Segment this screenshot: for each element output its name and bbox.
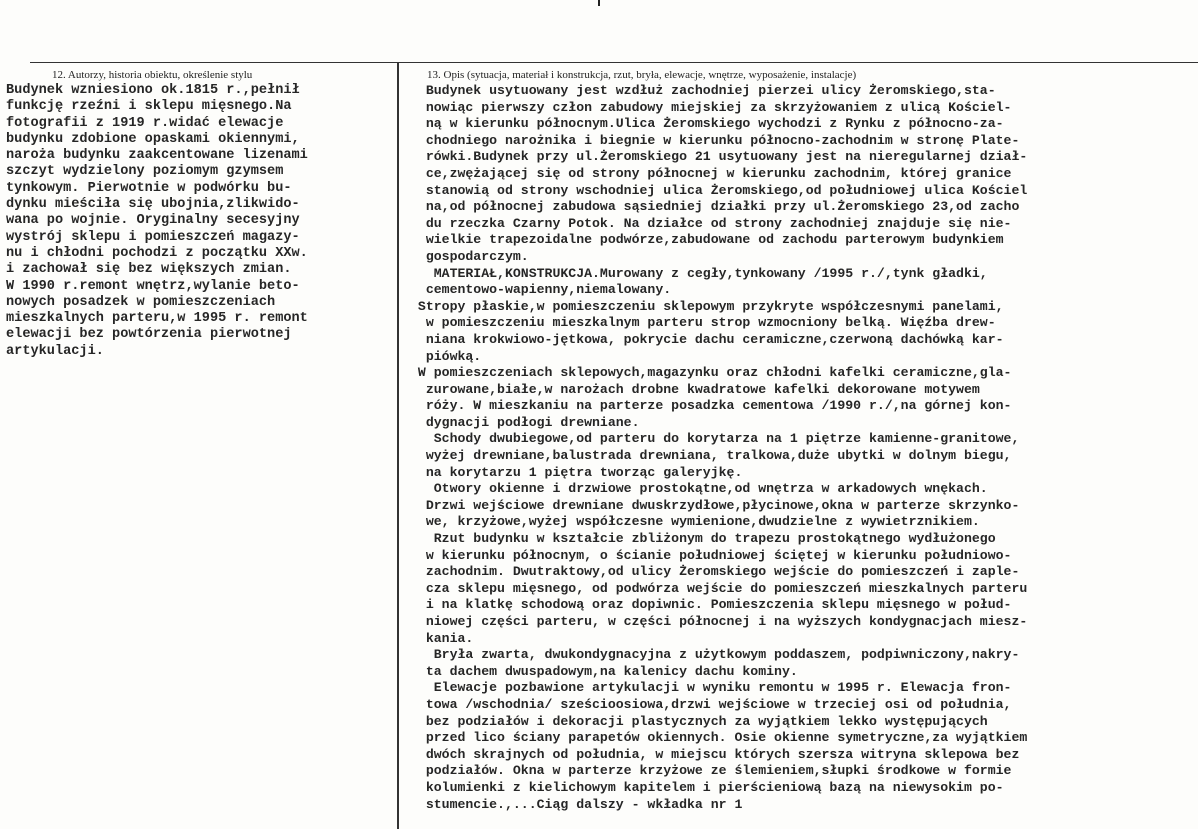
text-line: na korytarzu 1 piętra tworząc galeryjkę. (410, 464, 743, 480)
text-line: zurowane,białe,w narożach drobne kwadratowe kafelki dekorowane motywem (410, 381, 980, 397)
text-line: kania. (410, 630, 474, 646)
text-line: zachodnim. Dwutraktowy,od ulicy Żeromskiego wejście do pomieszczeń i zaple- (410, 564, 1020, 580)
text-line: Stropy płaskie,w pomieszczeniu sklepowym przykryte współczesnymi panelami, (410, 298, 1004, 314)
text-line: Drzwi wejściowe drewniane dwuskrzydłowe,płycinowe,okna w parterze skrzynko- (410, 497, 1020, 513)
text-line: Budynek wzniesiono ok.1815 r.,pełnił (6, 83, 300, 98)
text-line: cza sklepu mięsnego, od podwórza wejście do pomieszczeń mieszkalnych parteru (410, 580, 1028, 596)
text-line: szczyt wydzielony poziomym gzymsem (6, 164, 284, 180)
text-line: w pomieszczeniu mieszkalnym parteru strop wzmocniony belką. Więźba drew- (410, 315, 996, 331)
text-line: we, krzyżowe,wyżej współczesne wymienione,dwudzielne z wywietrznikiem. (410, 514, 980, 530)
text-line: i na klatkę schodową oraz dopiwnic. Pomieszczenia sklepu mięsnego w połud- (410, 597, 1012, 613)
text-line: Budynek usytuowany jest wzdłuż zachodniej pierzei ulicy Żeromskiego,sta- (410, 83, 996, 98)
text-line: tynkowym. Pierwotnie w podwórku bu- (6, 180, 292, 196)
text-line: w kierunku północnym, o ścianie południowej ściętej w kierunku południowo- (410, 547, 1012, 563)
text-line: dynku mieściła się ubojnia,zlikwido- (6, 197, 300, 213)
text-line: kolumienki z kielichowym kapitelem i pierścieniową bazą na niewysokim po- (410, 779, 1004, 795)
text-line: wystrój sklepu i pomieszczeń magazy- (6, 229, 300, 245)
text-line: przed lico ściany parapetów okiennych. Osie okienne symetryczne,za wyjątkiem (410, 730, 1028, 746)
text-line: stumencie.,...Ciąg dalszy - wkładka nr 1 (410, 796, 743, 812)
text-line: ną w kierunku północnym.Ulica Żeromskiego wychodzi z Rynku z północno-za- (410, 116, 1004, 132)
text-line: MATERIAŁ,KONSTRUKCJA.Murowany z cegły,tynkowany /1995 r./,tynk gładki, (410, 265, 988, 281)
text-line: stanowią od strony wschodniej ulica Żeromskiego,od południowej ulica Kościel (410, 182, 1028, 198)
text-line: elewacji bez powtórzenia pierwotnej (6, 327, 292, 343)
text-line: i zachował się bez większych zmian. (6, 262, 292, 278)
text-line: W 1990 r.remont wnętrz,wylanie beto- (6, 278, 300, 294)
text-line: nowiąc pierwszy człon zabudowy miejskiej za skrzyżowaniem z ulicą Kościel- (410, 99, 1012, 115)
text-line: na,od północnej zabudowa sąsiedniej działki przy ul.Żeromskiego 23,od zacho (410, 199, 1020, 215)
text-line: nowych posadzek w pomieszczeniach (6, 294, 276, 310)
text-line: wielkie trapezoidalne podwórze,zabudowane od zachodu parterowym budynkiem (410, 232, 1004, 248)
text-line: rówki.Budynek przy ul.Żeromskiego 21 usytuowany jest na nieregularnej dział- (410, 149, 1028, 165)
text-line: fotografii z 1919 r.widać elewacje (6, 115, 284, 131)
section-13-header: 13. Opis (sytuacja, materiał i konstrukcja, rzut, bryła, elewacje, wnętrze, wyposażenie, instalacje) (427, 69, 857, 81)
text-line: wana po wojnie. Oryginalny secesyjny (6, 213, 300, 229)
text-line: gospodarczym. (410, 248, 529, 264)
text-line: bez podziałów i dekoracji plastycznych za wyjątkiem lekko występujących (410, 713, 988, 729)
text-line: towa /wschodnia/ sześcioosiowa,drzwi wejściowe w trzeciej osi od południa, (410, 696, 1012, 712)
text-line: Bryła zwarta, dwukondygnacyjna z użytkowym poddaszem, podpiwniczony,nakry- (410, 647, 1020, 663)
text-line: podziałów. Okna w parterze krzyżowe ze ślemieniem,słupki środkowe w formie (410, 763, 1012, 779)
text-line: piówką. (410, 348, 482, 364)
text-line: du rzeczka Czarny Potok. Na działce od strony zachodniej znajduje się nie- (410, 215, 1012, 231)
text-line: funkcję rzeźni i sklepu mięsnego.Na (6, 99, 292, 115)
text-line: Otwory okienne i drzwiowe prostokątne,od wnętrza w arkadowych wnękach. (410, 481, 988, 497)
text-line: nu i chłodni pochodzi z początku XXw. (6, 245, 308, 261)
text-line: artykulacji. (6, 343, 104, 359)
text-line: wyżej drewniane,balustrada drewniana, tralkowa,duże ubytki w dolnym biegu, (410, 448, 1012, 464)
text-line: Rzut budynku w kształcie zbliżonym do trapezu prostokątnego wydłużonego (410, 531, 996, 547)
text-line: niowej części parteru, w części północnej i na wyższych kondygnacjach miesz- (410, 614, 1028, 629)
text-line: ce,zwężającej się od strony północnej w kierunku zachodnim, której granice (410, 165, 1012, 181)
text-line: naroża budynku zaakcentowane lizenami (6, 148, 308, 164)
text-line: róży. W mieszkaniu na parterze posadzka cementowa /1990 r./,na górnej kon- (410, 398, 1012, 414)
text-line: budynku zdobione opaskami okiennymi, (6, 131, 300, 147)
column-divider (397, 62, 399, 829)
text-line: ta dachem dwuspadowym,na kalenicy dachu kominy. (410, 663, 798, 679)
text-line: cementowo-wapienny,niemalowany. (410, 282, 672, 298)
text-line: Elewacje pozbawione artykulacji w wyniku remontu w 1995 r. Elewacja fron- (410, 680, 1012, 696)
text-line: mieszkalnych parteru,w 1995 r. remont (6, 311, 308, 327)
text-line: dygnacji podłogi drewniane. (410, 414, 640, 430)
top-tick-mark (598, 0, 600, 6)
text-line: dwóch skrajnych od południa, w miejscu których szersza witryna sklepowa bez (410, 746, 1020, 762)
section-12-body (6, 83, 394, 360)
section-12-header: 12. Autorzy, historia obiektu, określenie stylu (52, 69, 253, 81)
text-line: W pomieszczeniach sklepowych,magazynku oraz chłodni kafelki ceramiczne,gla- (410, 365, 1012, 381)
text-line: Schody dwubiegowe,od parteru do korytarza na 1 piętrze kamienne-granitowe, (410, 431, 1020, 447)
text-line: niana krokwiowo-jętkowa, pokrycie dachu ceramiczne,czerwoną dachówką kar- (410, 331, 1004, 347)
text-line: chodniego narożnika i biegnie w kierunku północno-zachodnim w stronę Plate- (410, 132, 1020, 148)
top-rule (30, 62, 1198, 63)
section-13-body (410, 83, 1198, 813)
